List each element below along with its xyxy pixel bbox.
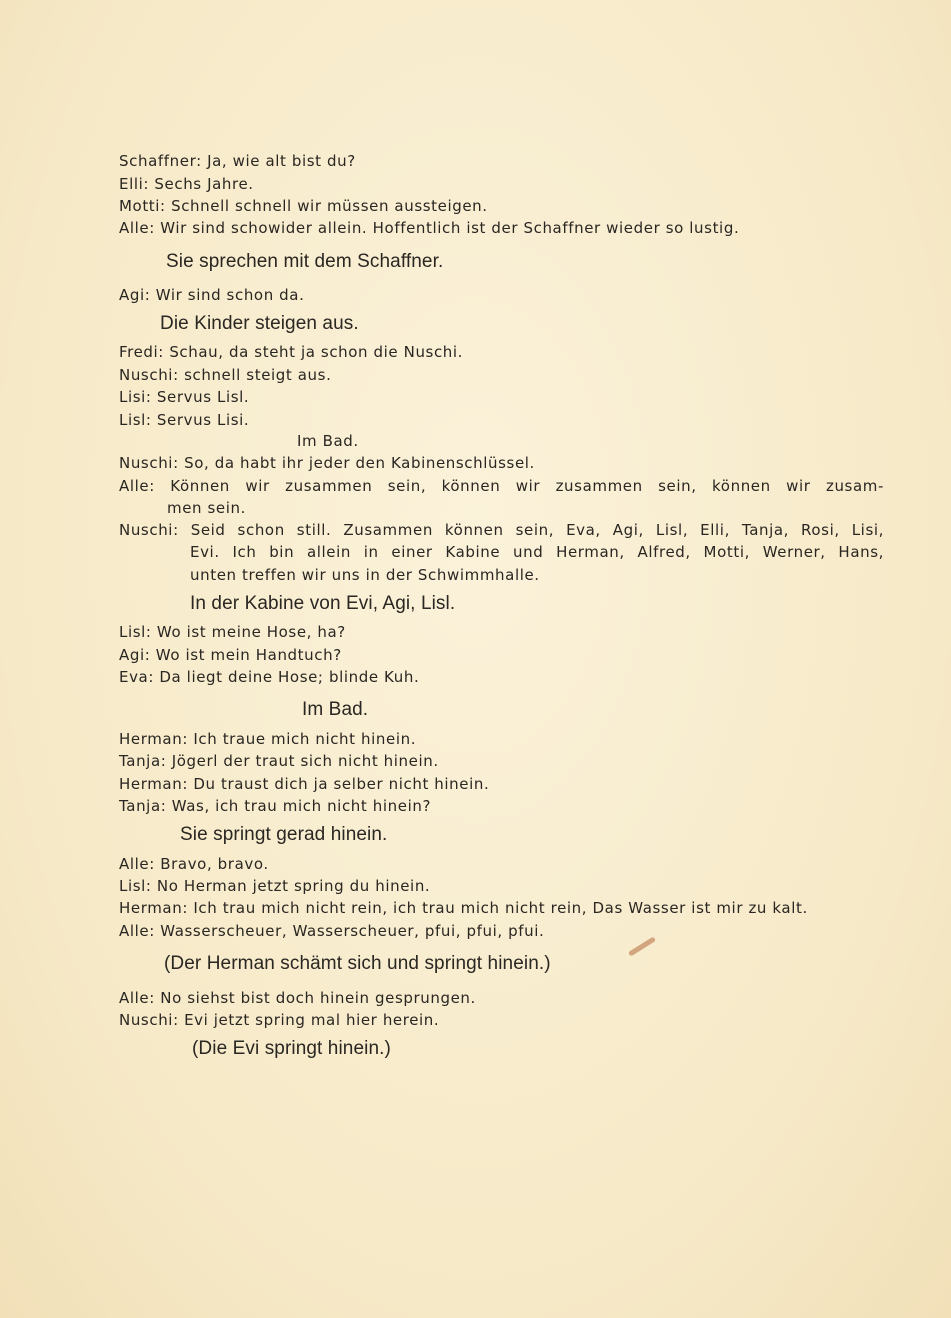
- stage-direction: Im Bad.: [302, 699, 369, 720]
- dialogue-continuation: men sein.: [167, 499, 247, 517]
- dialogue-continuation: unten treffen wir uns in der Schwimmhalle.: [190, 566, 540, 584]
- stage-direction: In der Kabine von Evi, Agi, Lisl.: [190, 593, 456, 614]
- stage-direction: Sie sprechen mit dem Schaffner.: [166, 251, 444, 272]
- dialogue-line: Lisl: No Herman jetzt spring du hinein.: [119, 877, 431, 895]
- stage-direction: (Der Herman schämt sich und springt hinein.): [164, 953, 551, 974]
- stage-direction: Sie springt gerad hinein.: [180, 824, 388, 845]
- dialogue-line: Tanja: Jögerl der traut sich nicht hinein.: [119, 752, 439, 770]
- dialogue-line: Schaffner: Ja, wie alt bist du?: [119, 152, 356, 170]
- dialogue-line: Lisi: Servus Lisl.: [119, 388, 250, 406]
- dialogue-line: Alle: Bravo, bravo.: [119, 855, 269, 873]
- stage-direction: Die Kinder steigen aus.: [160, 313, 359, 334]
- paper-stain: [628, 936, 656, 956]
- dialogue-continuation: Evi. Ich bin allein in einer Kabine und Herman, Alfred, Motti, Werner, Hans,: [190, 543, 884, 561]
- dialogue-line: Nuschi: So, da habt ihr jeder den Kabinenschlüssel.: [119, 454, 535, 472]
- dialogue-line: Motti: Schnell schnell wir müssen aussteigen.: [119, 197, 488, 215]
- stage-direction: (Die Evi springt hinein.): [192, 1038, 391, 1059]
- dialogue-line: Herman: Ich traue mich nicht hinein.: [119, 730, 417, 748]
- dialogue-line: Nuschi: Evi jetzt spring mal hier herein.: [119, 1011, 440, 1029]
- dialogue-line: Nuschi: Seid schon still. Zusammen können sein, Eva, Agi, Lisl, Elli, Tanja, Rosi, Lisi,: [119, 521, 884, 539]
- dialogue-line: Elli: Sechs Jahre.: [119, 175, 254, 193]
- dialogue-line: Agi: Wo ist mein Handtuch?: [119, 646, 342, 664]
- dialogue-line: Herman: Ich trau mich nicht rein, ich trau mich nicht rein, Das Wasser ist mir zu kalt.: [119, 899, 808, 917]
- dialogue-line: Nuschi: schnell steigt aus.: [119, 366, 332, 384]
- dialogue-line: Herman: Du traust dich ja selber nicht hinein.: [119, 775, 490, 793]
- dialogue-line: Agi: Wir sind schon da.: [119, 286, 305, 304]
- dialogue-line: Alle: No siehst bist doch hinein gesprungen.: [119, 989, 476, 1007]
- dialogue-line: Lisl: Servus Lisi.: [119, 411, 250, 429]
- dialogue-line: Alle: Wir sind schowider allein. Hoffentlich ist der Schaffner wieder so lustig.: [119, 219, 740, 237]
- dialogue-line: Eva: Da liegt deine Hose; blinde Kuh.: [119, 668, 420, 686]
- dialogue-line: Tanja: Was, ich trau mich nicht hinein?: [119, 797, 432, 815]
- dialogue-line: Alle: Wasserscheuer, Wasserscheuer, pfui, pfui, pfui.: [119, 922, 545, 940]
- dialogue-line: Alle: Können wir zusammen sein, können wir zusammen sein, können wir zusam-: [119, 477, 884, 495]
- dialogue-line: Fredi: Schau, da steht ja schon die Nuschi.: [119, 343, 464, 361]
- dialogue-line: Lisl: Wo ist meine Hose, ha?: [119, 623, 346, 641]
- stage-direction: Im Bad.: [297, 432, 359, 450]
